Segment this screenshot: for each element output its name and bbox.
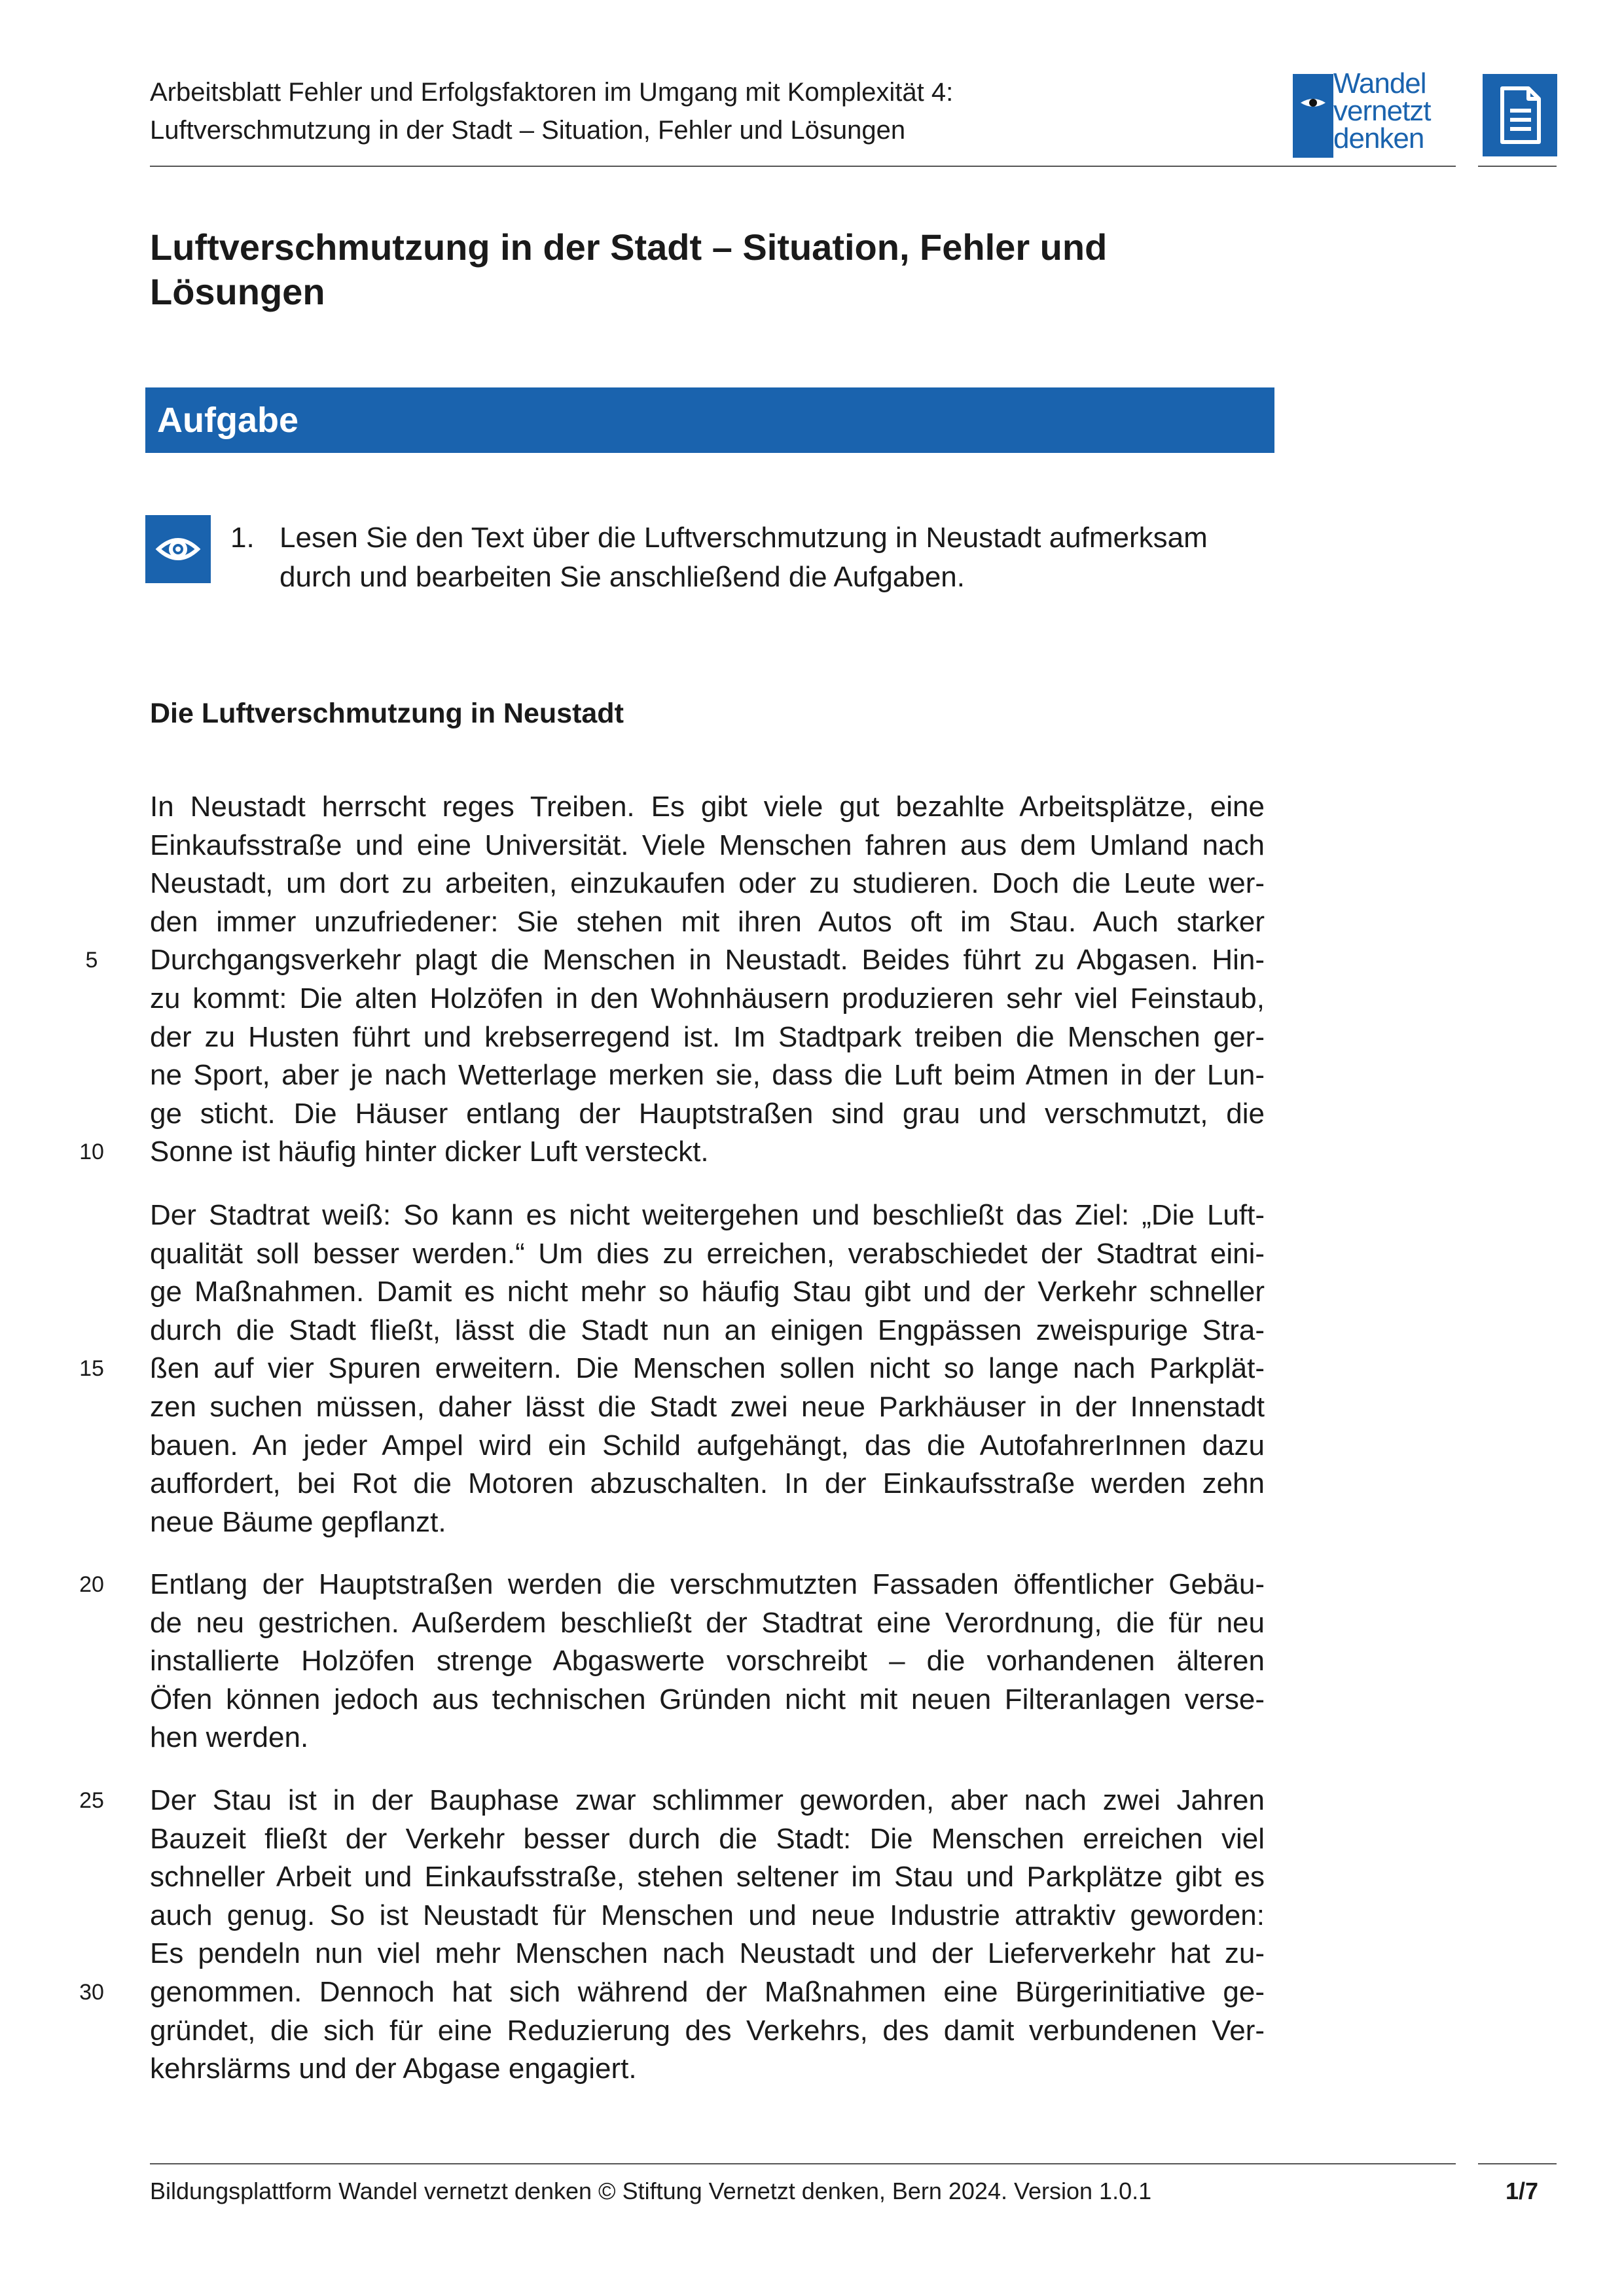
task-line2: durch und bearbeiten Sie anschließend die Aufgaben. (280, 561, 965, 593)
wandel-vernetzt-denken-logo (1293, 67, 1456, 158)
eye-icon (145, 515, 211, 583)
text-line: hen werden. (150, 1721, 309, 1754)
text-line: ßen auf vier Spuren erweitern. Die Menschen sollen nicht so lange nach Parkplät- (150, 1352, 1265, 1385)
text-line: Durchgangsverkehr plagt die Menschen in Neustadt. Beides führt zu Abgasen. Hin- (150, 944, 1265, 977)
text-line: Sonne ist häufig hinter dicker Luft versteckt. (150, 1136, 709, 1168)
logo-line1: Wandel (1333, 67, 1426, 99)
text-line: Der Stadtrat weiß: So kann es nicht weitergehen und beschließt das Ziel: „Die Luft- (150, 1199, 1265, 1231)
section-header-aufgabe (145, 387, 1274, 453)
text-line: der zu Husten führt und krebserregend ist. Im Stadtpark treiben die Menschen ger- (150, 1020, 1265, 1053)
text-line: ne Sport, aber je nach Wetterlage merken sie, dass die Luft beim Atmen in der Lun- (150, 1059, 1265, 1092)
text-line: schneller Arbeit und Einkaufsstraße, stehen seltener im Stau und Parkplätze gibt es (150, 1861, 1265, 1893)
text-line: gründet, die sich für eine Reduzierung des Verkehrs, des damit verbundenen Ver- (150, 2014, 1265, 2047)
header-divider-right (1478, 166, 1557, 167)
footer-divider-right (1478, 2163, 1557, 2164)
text-line: installierte Holzöfen strenge Abgaswerte vorschreibt – die vorhandenen älteren (150, 1645, 1265, 1677)
page-title-line1: Luftverschmutzung in der Stadt – Situation, Fehler und (150, 226, 1108, 268)
line-number: 10 (79, 1139, 104, 1164)
footer-copyright: Bildungsplattform Wandel vernetzt denken © Stiftung Vernetzt denken, Bern 2024. Version 1.0.1 (150, 2178, 1152, 2204)
text-line: qualität soll besser werden.“ Um dies zu erreichen, verabschiedet der Stadtrat eini- (150, 1237, 1265, 1270)
header-title-line1: Arbeitsblatt Fehler und Erfolgsfaktoren im Umgang mit Komplexität 4: (150, 78, 954, 107)
line-number: 15 (79, 1356, 104, 1381)
text-line: auch genug. So ist Neustadt für Menschen und neue Industrie attraktiv geworden: (150, 1899, 1265, 1931)
text-line: Öfen können jedoch aus technischen Gründen nicht mit neuen Filteranlagen verse- (150, 1683, 1265, 1715)
header-title-line2: Luftverschmutzung in der Stadt – Situation, Fehler und Lösungen (150, 116, 906, 145)
paragraph-4 (150, 1782, 1265, 2089)
task-line1: Lesen Sie den Text über die Luftverschmutzung in Neustadt aufmerksam (280, 522, 1208, 554)
text-line: bauen. An jeder Ampel wird ein Schild aufgehängt, das die AutofahrerInnen dazu (150, 1429, 1265, 1462)
text-line: den immer unzufriedener: Sie stehen mit ihren Autos oft im Stau. Auch starker (150, 905, 1265, 938)
text-line: ge Maßnahmen. Damit es nicht mehr so häufig Stau gibt und der Verkehr schneller (150, 1276, 1265, 1308)
paragraph-1 (150, 788, 1265, 1172)
text-line: durch die Stadt fließt, lässt die Stadt nun an einigen Engpässen zweispurige Stra- (150, 1314, 1265, 1346)
line-number: 30 (79, 1980, 104, 2005)
text-line: Neustadt, um dort zu arbeiten, einzukaufen oder zu studieren. Doch die Leute wer- (150, 867, 1265, 900)
text-line: auffordert, bei Rot die Motoren abzuschalten. In der Einkaufsstraße werden zehn (150, 1467, 1265, 1500)
text-line: kehrslärms und der Abgase engagiert. (150, 2053, 637, 2085)
logo-wordmark (1333, 67, 1431, 154)
document-icon (1483, 74, 1557, 156)
text-line: Einkaufsstraße und eine Universität. Viele Menschen fahren aus dem Umland nach (150, 829, 1265, 861)
text-line: neue Bäume gepflanzt. (150, 1505, 446, 1538)
text-line: de neu gestrichen. Außerdem beschließt der Stadtrat eine Verordnung, die für neu (150, 1606, 1265, 1639)
task-instruction (280, 518, 1274, 597)
text-line: Es pendeln nun viel mehr Menschen nach Neustadt und der Lieferverkehr hat zu- (150, 1937, 1265, 1970)
header-title (150, 73, 953, 149)
line-number: 25 (79, 1788, 104, 1813)
header-divider (150, 166, 1456, 167)
page-number: 1/7 (1505, 2178, 1538, 2204)
text-line: genommen. Dennoch hat sich während der Maßnahmen eine Bürgerinitiative ge- (150, 1975, 1265, 2008)
paragraph-3 (150, 1566, 1265, 1757)
footer-divider (150, 2163, 1456, 2164)
eye-icon-glyph (145, 515, 211, 583)
paragraph-2 (150, 1196, 1265, 1541)
line-number: 5 (85, 948, 98, 973)
eye-icon (1299, 96, 1327, 109)
page-title (150, 225, 1263, 314)
text-line: Entlang der Hauptstraßen werden die verschmutzten Fassaden öffentlicher Gebäu- (150, 1568, 1265, 1600)
logo-line2: vernetzt (1333, 95, 1431, 127)
text-line: zu kommt: Die alten Holzöfen in den Wohnhäusern produzieren sehr viel Feinstaub, (150, 982, 1265, 1014)
page-title-line2: Lösungen (150, 271, 325, 312)
text-line: ge sticht. Die Häuser entlang der Hauptstraßen sind grau und verschmutzt, die (150, 1097, 1265, 1130)
section-label: Aufgabe (157, 401, 298, 440)
text-line: zen suchen müssen, daher lässt die Stadt zwei neue Parkhäuser in der Innenstadt (150, 1390, 1265, 1423)
logo-block (1293, 74, 1333, 158)
text-line: Bauzeit fließt der Verkehr besser durch die Stadt: Die Menschen erreichen viel (150, 1822, 1265, 1855)
text-subheading: Die Luftverschmutzung in Neustadt (150, 698, 624, 729)
text-line: In Neustadt herrscht reges Treiben. Es gibt viele gut bezahlte Arbeitsplätze, eine (150, 791, 1265, 823)
document-icon-glyph (1483, 74, 1557, 156)
line-number: 20 (79, 1572, 104, 1597)
text-line: Der Stau ist in der Bauphase zwar schlimmer geworden, aber nach zwei Jahren (150, 1784, 1265, 1816)
logo-line3: denken (1333, 122, 1424, 154)
task-number: 1. (230, 522, 255, 554)
